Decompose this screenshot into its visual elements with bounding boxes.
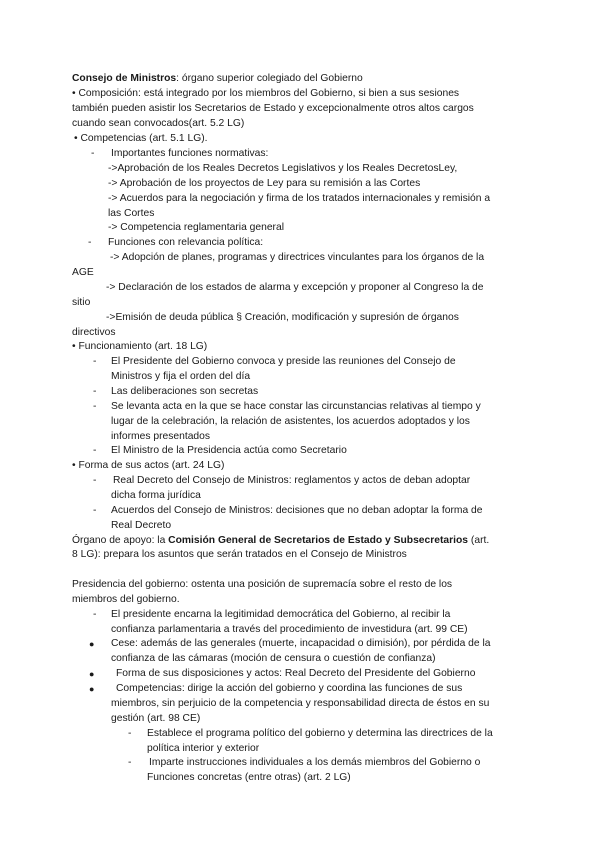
presidencia-intro: Presidencia del gobierno: ostenta una posición de supremacía sobre el resto de los xyxy=(72,579,453,590)
consejo-heading xyxy=(72,72,363,87)
composicion-line: • Composición: está integrado por los miembros del Gobierno, si bien a sus sesiones xyxy=(72,88,460,99)
funcionamiento-line: Se levanta acta en la que se hace constar las circunstancias relativas al tiempo y xyxy=(111,401,481,412)
politica-line: ->Emisión de deuda pública § Creación, modificación y supresión de órganos xyxy=(106,312,459,323)
presidencia-item: El presidente encarna la legitimidad democrática del Gobierno, al recibir la xyxy=(111,609,451,620)
funcionamiento-heading: • Funcionamiento (art. 18 LG) xyxy=(72,341,208,352)
organo-apoyo-line2: 8 LG): prepara los asuntos que serán tratados en el Consejo de Ministros xyxy=(72,549,407,560)
normativas-line: -> Aprobación de los proyectos de Ley para su remisión a las Cortes xyxy=(108,178,421,189)
list-dash: - xyxy=(93,609,97,620)
funcionamiento-line: El Ministro de la Presidencia actúa como Secretario xyxy=(111,445,347,456)
apoyo-pre: Órgano de apoyo: la xyxy=(72,535,169,546)
forma-line: dicha forma jurídica xyxy=(111,490,201,501)
politica-line: sitio xyxy=(72,297,91,308)
forma-line: Acuerdos del Consejo de Ministros: decisiones que no deban adoptar la forma de xyxy=(111,505,483,516)
presidencia-item: confianza de las cámaras (moción de censura o cuestión de confianza) xyxy=(111,653,436,664)
presidencia-sub: Imparte instrucciones individuales a los demás miembros del Gobierno o xyxy=(149,757,481,768)
consejo-title: Consejo de Ministros xyxy=(72,73,177,84)
list-dash: - xyxy=(88,237,92,248)
presidencia-item: miembros, sin perjuicio de la competencia y responsabilidad directa de éstos en su xyxy=(111,698,490,709)
competencias-heading: • Competencias (art. 5.1 LG). xyxy=(74,133,208,144)
politica-heading: Funciones con relevancia política: xyxy=(108,237,264,248)
normativas-line: ->Aprobación de los Reales Decretos Legislativos y los Reales DecretosLey, xyxy=(108,163,458,174)
presidencia-sub: Establece el programa político del gobierno y determina las directrices de la xyxy=(147,728,493,739)
presidencia-sub: política interior y exterior xyxy=(147,743,260,754)
organo-apoyo xyxy=(72,534,489,549)
presidencia-item: Forma de sus disposiciones y actos: Real Decreto del Presidente del Gobierno xyxy=(116,668,476,679)
presidencia-item: Cese: además de las generales (muerte, incapacidad o dimisión), por pérdida de la xyxy=(111,638,491,649)
presidencia-sub: Funciones concretas (entre otras) (art. 2 LG) xyxy=(147,772,351,783)
list-dash: - xyxy=(93,445,97,456)
funcionamiento-line: El Presidente del Gobierno convoca y preside las reuniones del Consejo de xyxy=(111,356,456,367)
list-dash: - xyxy=(93,401,97,412)
funcionamiento-line: lugar de la celebración, la relación de asistentes, los acuerdos adoptados y los xyxy=(111,416,470,427)
funcionamiento-line: Las deliberaciones son secretas xyxy=(111,386,259,397)
politica-line: AGE xyxy=(72,267,94,278)
list-dash: - xyxy=(93,356,97,367)
composicion-line: cuando sean convocados(art. 5.2 LG) xyxy=(72,118,245,129)
politica-line: -> Declaración de los estados de alarma y excepción y proponer al Congreso la de xyxy=(106,282,484,293)
presidencia-item: gestión (art. 98 CE) xyxy=(111,713,201,724)
list-dash: - xyxy=(128,757,132,768)
politica-line: -> Adopción de planes, programas y directrices vinculantes para los órganos de la xyxy=(110,252,485,263)
list-dash: - xyxy=(91,148,95,159)
apoyo-post: (art. xyxy=(468,535,490,546)
bullet-icon: ● xyxy=(89,639,95,649)
normativas-line: las Cortes xyxy=(108,208,155,219)
forma-line: Real Decreto xyxy=(111,520,172,531)
apoyo-commission: Comisión General de Secretarios de Estado y Subsecretarios xyxy=(168,535,469,546)
forma-line: Real Decreto del Consejo de Ministros: reglamentos y actos de deban adoptar xyxy=(113,475,471,486)
presidencia-item: Competencias: dirige la acción del gobierno y coordina las funciones de sus xyxy=(116,683,463,694)
funcionamiento-line: Ministros y fija el orden del día xyxy=(111,371,251,382)
bullet-icon: ● xyxy=(89,684,95,694)
consejo-title-rest: : órgano superior colegiado del Gobierno xyxy=(176,73,363,84)
composicion-line: también pueden asistir los Secretarios de Estado y excepcionalmente otros altos cargos xyxy=(72,103,474,114)
politica-line: directivos xyxy=(72,327,116,338)
list-dash: - xyxy=(93,505,97,516)
bullet-icon: ● xyxy=(89,669,95,679)
list-dash: - xyxy=(93,475,97,486)
normativas-line: -> Competencia reglamentaria general xyxy=(108,222,285,233)
normativas-line: -> Acuerdos para la negociación y firma de los tratados internacionales y remisión a xyxy=(108,193,491,204)
funcionamiento-line: informes presentados xyxy=(111,431,211,442)
forma-heading: • Forma de sus actos (art. 24 LG) xyxy=(72,460,225,471)
normativas-heading: Importantes funciones normativas: xyxy=(111,148,269,159)
presidencia-item: confianza parlamentaria a través del procedimiento de investidura (art. 99 CE) xyxy=(111,624,468,635)
list-dash: - xyxy=(128,728,132,739)
presidencia-intro: miembros del gobierno. xyxy=(72,594,180,605)
list-dash: - xyxy=(93,386,97,397)
